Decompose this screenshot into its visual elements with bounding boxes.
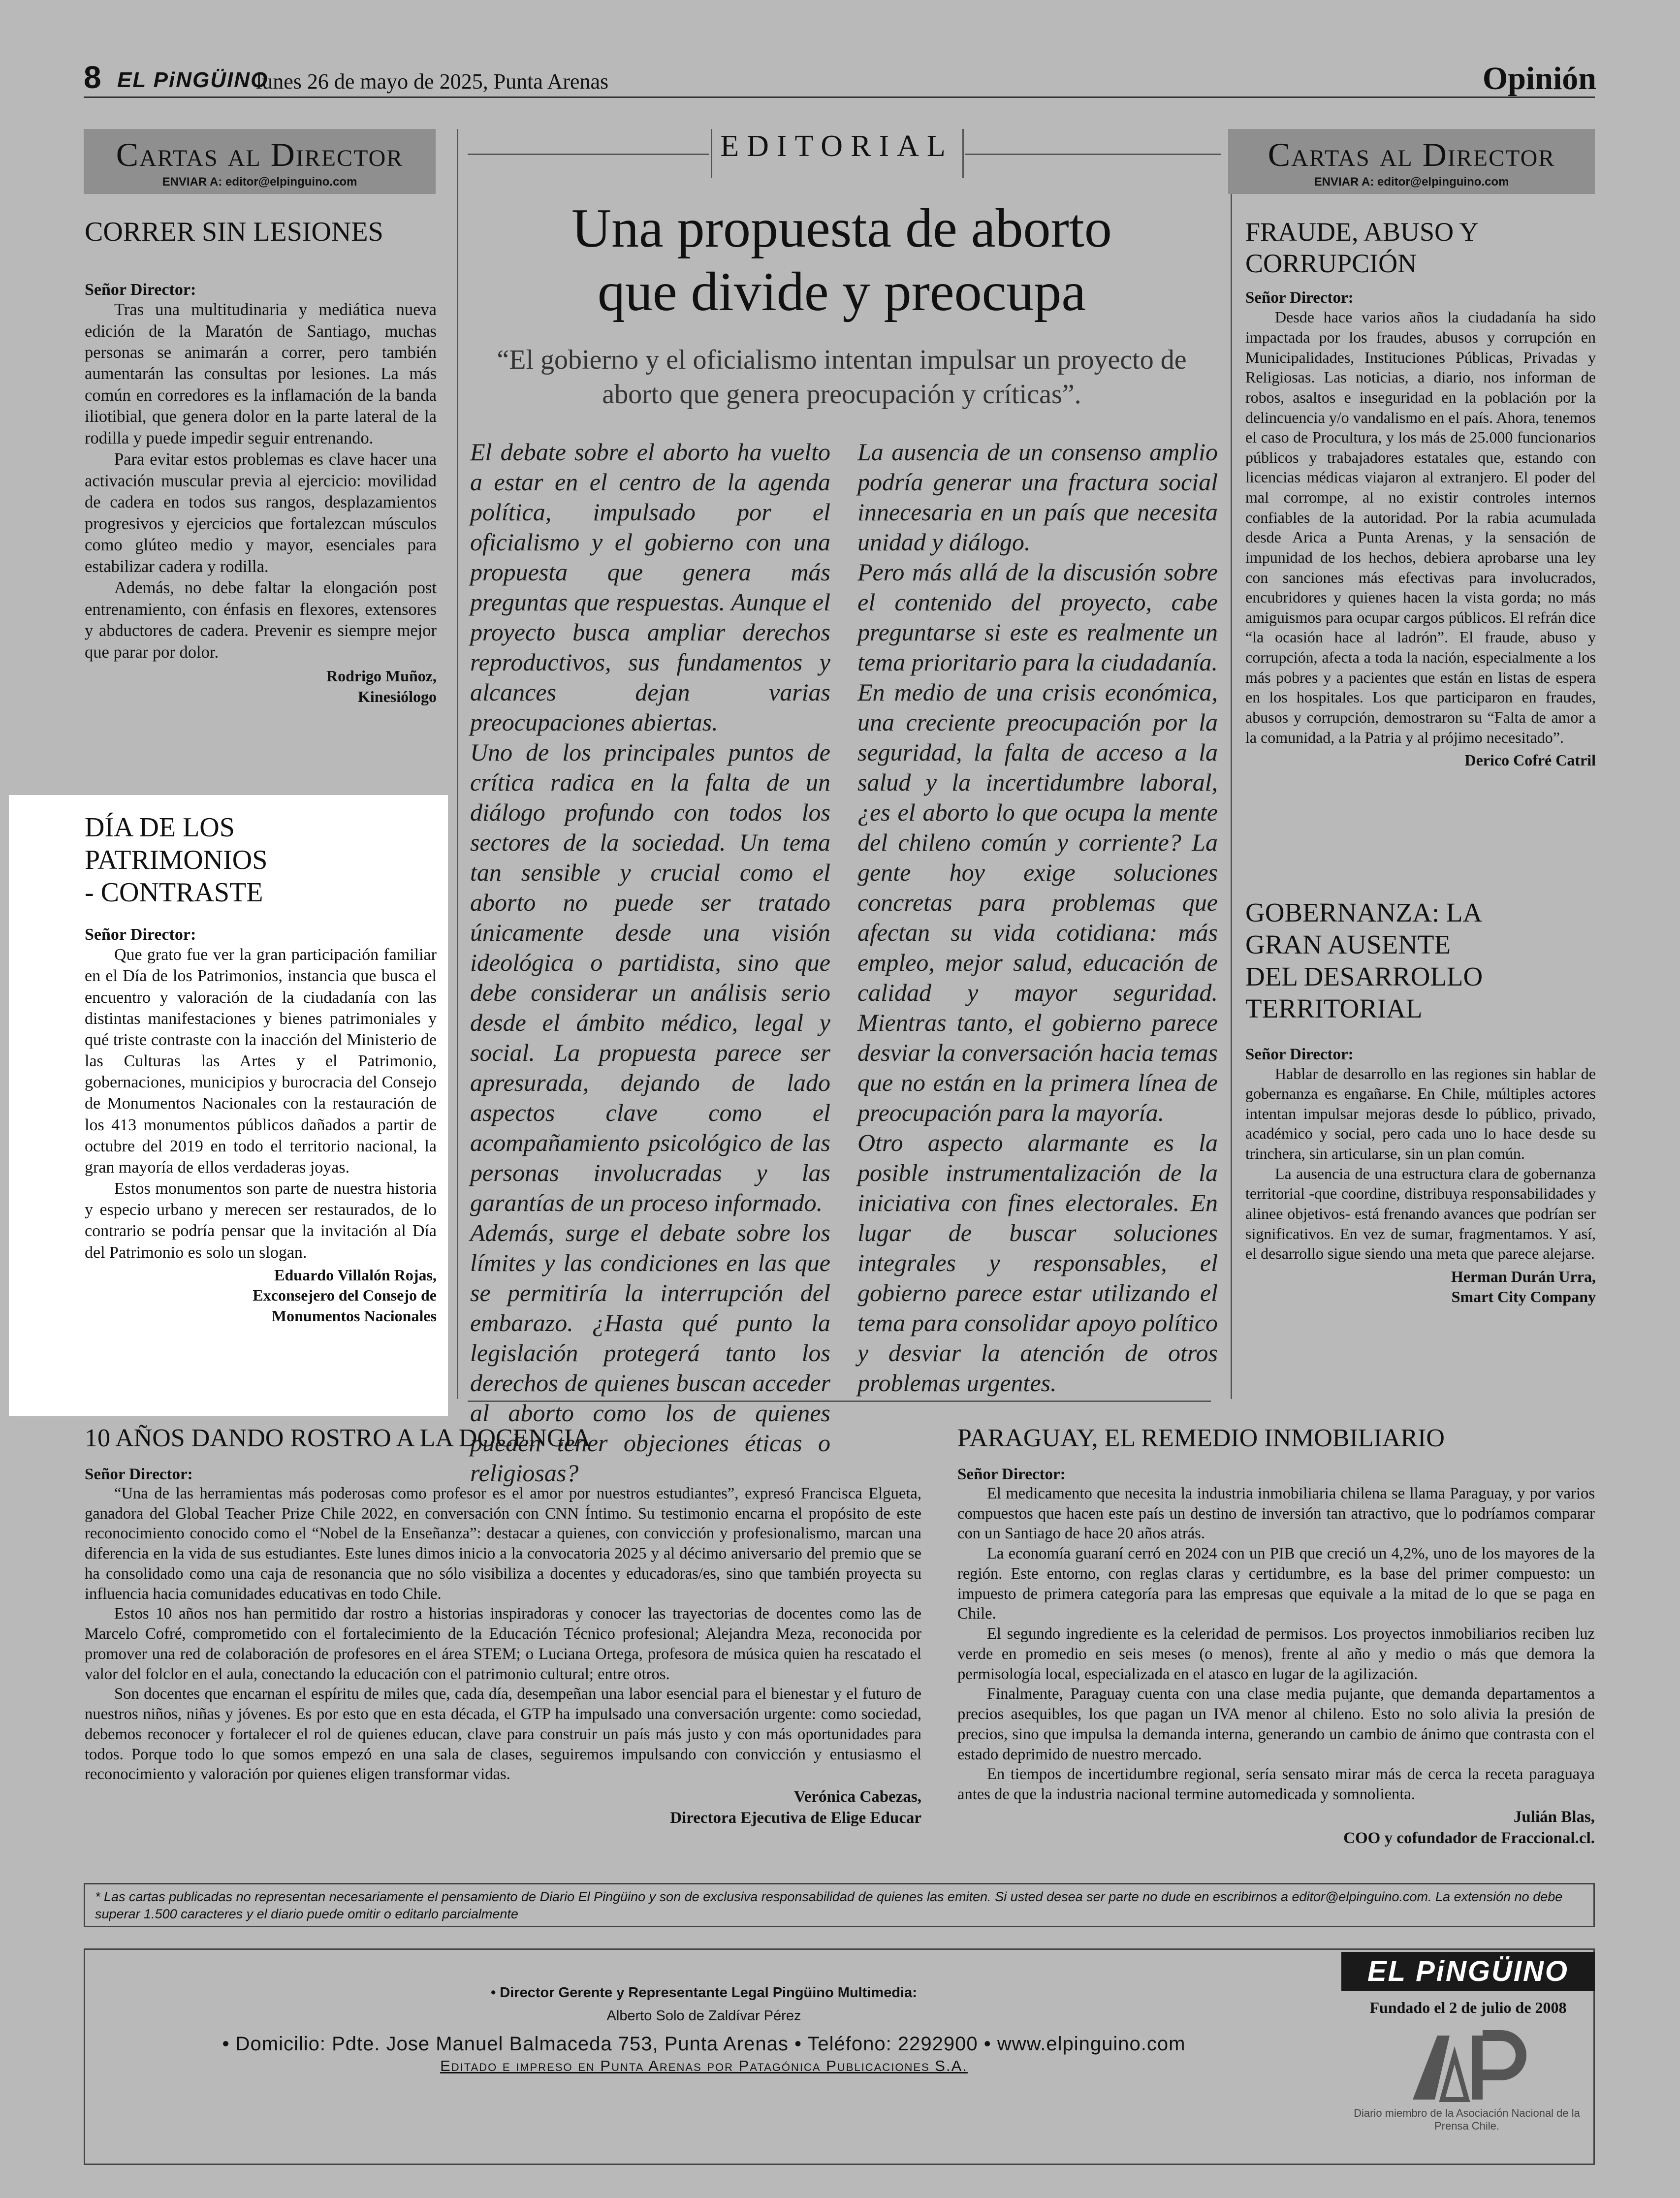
letter-paragraph: “Una de las herramientas más poderosas como profesor es el amor por nuestros estudiantes”, expresó Francisca Elgueta, ganadora del Global Teacher Prize Chile 2022, en conversación con CNN Íntimo. Su testimonio encarna el propósito de este reconocimiento conocido como el “Nobel de la Enseñanza”: destacar a quienes, con convicción y profesionalismo, marcan una diferencia en la vida de sus estudiantes. Este lunes dimos inicio a la convocatoria 2025 y al décimo aniversario del premio que se ha consolidado como una caja de resonancia que no sólo visibiliza a docentes y educadoras/es, sino que también proyecta su influencia hacia comunidades educativas en todo Chile. <box>85 1485 921 1603</box>
editorial-deck: “El gobierno y el oficialismo intentan impulsar un proyecto de aborto que genera preocupación y críticas”. <box>497 345 1187 410</box>
letter-title <box>1245 217 1596 279</box>
signature-name: Rodrigo Muñoz, <box>326 667 437 685</box>
address-line: • Domicilio: Pdte. Jose Manuel Balmaceda 753, Punta Arenas • Teléfono: 2292900 • www.elpinguino.com <box>222 2033 1186 2055</box>
letter-paragraph: En tiempos de incertidumbre regional, sería sensato mirar más de cerca la receta paraguaya antes de que la industria nacional termine automedicada y somnolienta. <box>957 1765 1595 1804</box>
letter-body <box>1245 307 1596 747</box>
letter-paragraph: El segundo ingrediente es la celeridad de permisos. Los proyectos inmobiliarios reciben luz verde en promedio en seis meses (o menos), frente al año y medio o más que demora la permisología local, especializada en el atasco en lugar de la agilización. <box>957 1625 1595 1683</box>
letter-paragraph: Que grato fue ver la gran participación familiar en el Día de los Patrimonios, instancia que busca el encuentro y valoración de la ciudadanía con las distintas manifestaciones y bienes patrimoniales y qué triste contraste con la inacción del Ministerio de las Culturas las Artes y el Patrimonio, gobernaciones, municipios y burocracia del Consejo de Monumentos Nacionales con la restauración de los 413 monumentos públicos dañados a partir de octubre del 2019 en todo el territorio nacional, la gran mayoría de ellos verdaderas joyas. <box>85 946 437 1177</box>
letter-paragraph: Tras una multitudinaria y mediática nueva edición de la Maratón de Santiago, muchas personas se animarán a correr, pero también aumentarán las consultas por lesiones. La más común en corredores es la inflamación de la banda iliotibial, que genera dolor en la parte lateral de la rodilla y puede impedir seguir entrenando. <box>85 300 437 447</box>
letter-salute: Señor Director: <box>85 281 196 299</box>
editorial-paragraph: Pero más allá de la discusión sobre el contenido del proyecto, cabe preguntarse si este es realmente un tema prioritario para la ciudadanía. En medio de una crisis económica, una creciente preocupación por la seguridad, la falta de acceso a la salud y la incertidumbre laboral, ¿es el aborto lo que ocupa la mente del chileno común y corriente? La gente hoy exige soluciones concretas para problemas que afectan su vida cotidiana: más empleo, mejor salud, educación de calidad y mayor seguridad. Mientras tanto, el gobierno parece desviar la conversación hacia temas que no están en la primera línea de preocupación para la mayoría. <box>857 558 1218 1126</box>
title-line: DEL DESARROLLO <box>1245 961 1483 991</box>
column-divider <box>1231 129 1232 1399</box>
director-name: Alberto Solo de Zaldívar Pérez <box>606 2008 801 2024</box>
letter-body <box>1245 1064 1596 1264</box>
cartas-email: ENVIAR A: editor@elpinguino.com <box>162 175 357 189</box>
page-number: 8 <box>84 60 101 95</box>
cartas-header-right <box>1228 129 1595 194</box>
letter-body <box>85 1484 921 1784</box>
letter-signature <box>1245 750 1596 771</box>
title-line: CORRUPCIÓN <box>1245 248 1417 278</box>
letter-paragraph: Para evitar estos problemas es clave hacer una activación muscular previa al ejercicio: movilidad de cadera en todos sus rangos, desplazamientos progresivos y ejercicios que fortalezcan músculos como glúteo medio y mayor, esenciales para estabilizar cadera y rodilla. <box>85 450 437 576</box>
title-line: GRAN AUSENTE <box>1245 929 1451 959</box>
signature-role: Kinesiólogo <box>357 687 437 705</box>
disclaimer-box: * Las cartas publicadas no representan necesariamente el pensamiento de Diario El Pingüino y son de exclusiva responsabilidad de quienes las emiten. Si usted desea ser parte no dude en escribirnos a editor@elpinguino.com. La extensión no debe superar 1.500 caracteres y el diario puede omitir o editarlo parcialmente <box>84 1883 1595 1927</box>
editorial-column-2 <box>857 437 1218 1398</box>
title-line: FRAUDE, ABUSO Y <box>1245 217 1479 247</box>
signature-name: Julián Blas, <box>1513 1808 1595 1826</box>
letter-title: PARAGUAY, EL REMEDIO INMOBILIARIO <box>957 1424 1445 1452</box>
editorial-column-1 <box>470 437 830 1488</box>
editorial-paragraph: La ausencia de un consenso amplio podría generar una fractura social innecesaria en un país que necesita unidad y diálogo. <box>857 438 1218 556</box>
newspaper-name: EL PiNGÜINO <box>117 68 269 92</box>
letter-dia-de-los-patrimonios <box>85 811 437 1327</box>
header-divider <box>84 96 1595 98</box>
letter-body <box>85 299 437 663</box>
letter-paragraph: Hablar de desarrollo en las regiones sin hablar de gobernanza es engañarse. En Chile, múltiples actores intentan impulsar mejoras desde lo público, privado, académico y social, pero cada uno lo hace desde su trinchera, sin articularse, sin un plan común. <box>1245 1064 1596 1163</box>
director-label: • Director Gerente y Representante Legal Pingüino Multimedia: <box>491 1985 917 2001</box>
date-line: lunes 26 de mayo de 2025, Punta Arenas <box>256 69 609 94</box>
editorial-rule-left <box>468 154 709 155</box>
founded-date: Fundado el 2 de julio de 2008 <box>1369 1999 1567 2016</box>
title-line: DÍA DE LOS <box>85 812 235 843</box>
letter-title <box>1245 897 1596 1025</box>
editorial-label: EDITORIAL <box>720 129 953 163</box>
headline-line: Una propuesta de aborto <box>571 198 1112 259</box>
editorial-paragraph: Además, surge el debate sobre los límites y las condiciones en las que se permitiría la interrupción del embarazo. ¿Hasta qué punto la legislación protegerá tanto los derechos de quienes buscan acceder al aborto como los de quienes pueden tener objeciones éticas o religiosas? <box>470 1219 830 1487</box>
headline-line: que divide y preocupa <box>597 261 1086 322</box>
cartas-header-left <box>84 129 436 194</box>
letter-salute: Señor Director: <box>85 1465 193 1483</box>
letter-title: 10 AÑOS DANDO ROSTRO A LA DOCENCIA <box>85 1424 591 1452</box>
letter-salute: Señor Director: <box>1245 289 1354 307</box>
letter-paraguay <box>957 1424 1595 1849</box>
signature-name: Verónica Cabezas, <box>793 1788 921 1806</box>
cartas-title: Cartas al Director <box>116 136 404 173</box>
editorial-paragraph: El debate sobre el aborto ha vuelto a estar en el centro de la agenda política, impulsado por el oficialismo y el gobierno con una propuesta que genera más preguntas que respuestas. Aunque el proyecto busca ampliar derechos reproductivos, sus fundamentos y alcances dejan varias preocupaciones abiertas. <box>470 438 830 736</box>
signature-role: Smart City Company <box>1451 1288 1596 1306</box>
title-line: - CONTRASTE <box>85 877 263 908</box>
letter-paragraph: Además, no debe faltar la elongación post entrenamiento, con énfasis en flexores, extensores y abductores de cadera. Prevenir es siempre mejor que parar por dolor. <box>85 578 437 662</box>
signature-name: Herman Durán Urra, <box>1451 1267 1596 1285</box>
printed-line: Editado e impreso en Punta Arenas por Patagónica Publicaciones S.A. <box>440 2057 968 2074</box>
letter-body <box>85 944 437 1263</box>
signature-name: Derico Cofré Catril <box>1464 751 1596 769</box>
newspaper-logo: EL PiNGÜINO <box>1341 1952 1595 1991</box>
signature-name: Eduardo Villalón Rojas, <box>274 1266 437 1284</box>
letter-body <box>957 1484 1595 1805</box>
letter-title <box>85 811 437 909</box>
letter-paragraph: Desde hace varios años la ciudadanía ha sido impactada por los fraudes, abusos y corrupción en Municipalidades, Instituciones Públicas, Privadas y Religiosas. Las noticias, a diario, nos informan de robos, asaltos e inseguridad en la población por la delincuencia y/o vandalismo en el país. Ahora, tenemos el caso de Procultura, y los más de 25.000 funcionarios públicos y trabajadores estatales que, estando con licencias médicas viajaron al extranjero. El poder del mal corrompe, al no existir controles internos confiables de la autoridad. Por la rabia acumulada desde Arica a Punta Arenas, y la sensación de impunidad de los hechos, debiera aprobarse una ley con sanciones más efectivas para involucrados, encubridores y quienes hacen la vista gorda; no más amiguismos para ocupar cargos públicos. El refrán dice “la ocasión hace al ladrón”. El fraude, abuso y corrupción, afecta a toda la nación, especialmente a los más pobres y a pacientes que están en listas de espera en los hospitales. Los que participaron en fraudes, abusos y corrupción, demostraron su “Falta de amor a la comunidad, a la Patria y al prójimo necesitado”. <box>1245 308 1596 746</box>
signature-role: Exconsejero del Consejo de <box>253 1286 437 1305</box>
letter-signature <box>957 1807 1595 1849</box>
anp-logo-icon <box>1408 2026 1536 2104</box>
letter-salute: Señor Director: <box>85 925 196 944</box>
letter-salute: Señor Director: <box>957 1465 1066 1483</box>
signature-role: COO y cofundador de Fraccional.cl. <box>1343 1829 1595 1847</box>
cartas-title: Cartas al Director <box>1268 136 1555 173</box>
letter-fraude-abuso-corrupcion <box>1245 217 1596 771</box>
editorial-paragraph: Otro aspecto alarmante es la posible instrumentalización de la iniciativa con fines electorales. En lugar de buscar soluciones integrales y responsables, el gobierno parece estar utilizando el tema para consolidar apoyo político y desviar la atención de otros problemas urgentes. <box>857 1129 1218 1397</box>
letter-signature <box>85 1265 437 1327</box>
letter-signature <box>85 1786 921 1829</box>
editorial-paragraph: Uno de los principales puntos de crítica radica en la falta de un diálogo profundo con todos los sectores de la sociedad. Un tema tan sensible y crucial como el aborto no puede ser tratado únicamente desde una visión ideológica o partidista, sino que debe considerar un análisis serio desde el ámbito médico, legal y social. La propuesta parece ser apresurada, dejando de lado aspectos clave como el acompañamiento psicológico de las personas involucradas y las garantías de un proceso informado. <box>470 738 830 1216</box>
editorial-headline <box>468 197 1216 324</box>
letter-paragraph: La ausencia de una estructura clara de gobernanza territorial -que coordine, distribuya responsabilidades y alinee objetivos- está frenando avances que podrían ser significativos. En vez de sumar, fragmentamos. Y así, el desarrollo sigue siendo una meta que parece alejarse. <box>1245 1164 1596 1263</box>
anp-caption: Diario miembro de la Asociación Nacional de la Prensa Chile. <box>1354 2107 1580 2133</box>
cartas-email: ENVIAR A: editor@elpinguino.com <box>1314 175 1509 189</box>
letter-paragraph: Son docentes que encarnan el espíritu de miles que, cada día, desempeñan una labor esencial para el bienestar y el futuro de nuestros niños, niñas y jóvenes. Es por esto que en esta década, el GTP ha impulsado una conversación urgente: como sociedad, debemos reconocer y fortalecer el rol de quienes educan, clave para construir un país más justo y con más oportunidades para todos. Porque todo lo que somos empezó en una sala de clases, seguiremos impulsando con convicción y entusiasmo el reconocimiento y valoración por quienes eligen transformar vidas. <box>85 1685 921 1784</box>
letter-paragraph: La economía guaraní cerró en 2024 con un PIB que creció un 4,2%, uno de los mayores de la región. Este entorno, con reglas claras y certidumbre, es la base del primer compuesto: un impuesto de primera categoría para las empresas que equivale a la mitad de lo que se paga en Chile. <box>957 1545 1595 1623</box>
section-title: Opinión <box>1482 61 1596 96</box>
letter-paragraph: Finalmente, Paraguay cuenta con una clase media pujante, que demanda departamentos a precios asequibles, los que pagan un IVA menor al chileno. Esto no solo alivia la presión de precios, sino que impulsa la demanda interna, generando un cambio de ánimo que contrasta con el estado deprimido de nuestro mercado. <box>957 1685 1595 1763</box>
title-line: TERRITORIAL <box>1245 993 1423 1023</box>
letter-docencia <box>85 1424 921 1829</box>
letter-gobernanza <box>1245 897 1596 1307</box>
title-line: PATRIMONIOS <box>85 845 268 876</box>
title-line: GOBERNANZA: LA <box>1245 897 1483 927</box>
signature-role: Monumentos Nacionales <box>271 1307 437 1325</box>
signature-role: Directora Ejecutiva de Elige Educar <box>670 1809 921 1827</box>
letter-salute: Señor Director: <box>1245 1045 1354 1063</box>
editorial-rule-right <box>965 154 1221 155</box>
footer-credits <box>84 1985 1324 2075</box>
letter-correr-sin-lesiones <box>85 216 437 707</box>
letter-signature <box>85 666 437 707</box>
letter-paragraph: El medicamento que necesita la industria inmobiliaria chilena se llama Paraguay, y por varios compuestos que hacen este país un destino de inversión tan atractivo, que lo podríamos comparar con un Santiago de hace 20 años atrás. <box>957 1485 1595 1543</box>
letter-signature <box>1245 1267 1596 1307</box>
column-divider <box>457 129 458 1399</box>
editorial-bottom-rule <box>468 1401 1211 1402</box>
letter-paragraph: Estos monumentos son parte de nuestra historia y especio urbano y merecen ser restaurados, de lo contrario se podría pensar que la invitación al Día del Patrimonio es solo un slogan. <box>85 1179 437 1262</box>
letter-title: CORRER SIN LESIONES <box>85 217 383 247</box>
letter-paragraph: Estos 10 años nos han permitido dar rostro a historias inspiradoras y conocer las trayectorias de docentes como las de Marcelo Cofré, comprometido con el fortalecimiento de la Educación Técnico profesional; Alejandra Meza, reconocida por promover una red de colaboración de profesores en el área STEM; o Luciana Ortega, profesora de música quien ha rescatado el valor del folclor en el aula, conectando la educación con el patrimonio cultural; entre otros. <box>85 1605 921 1683</box>
